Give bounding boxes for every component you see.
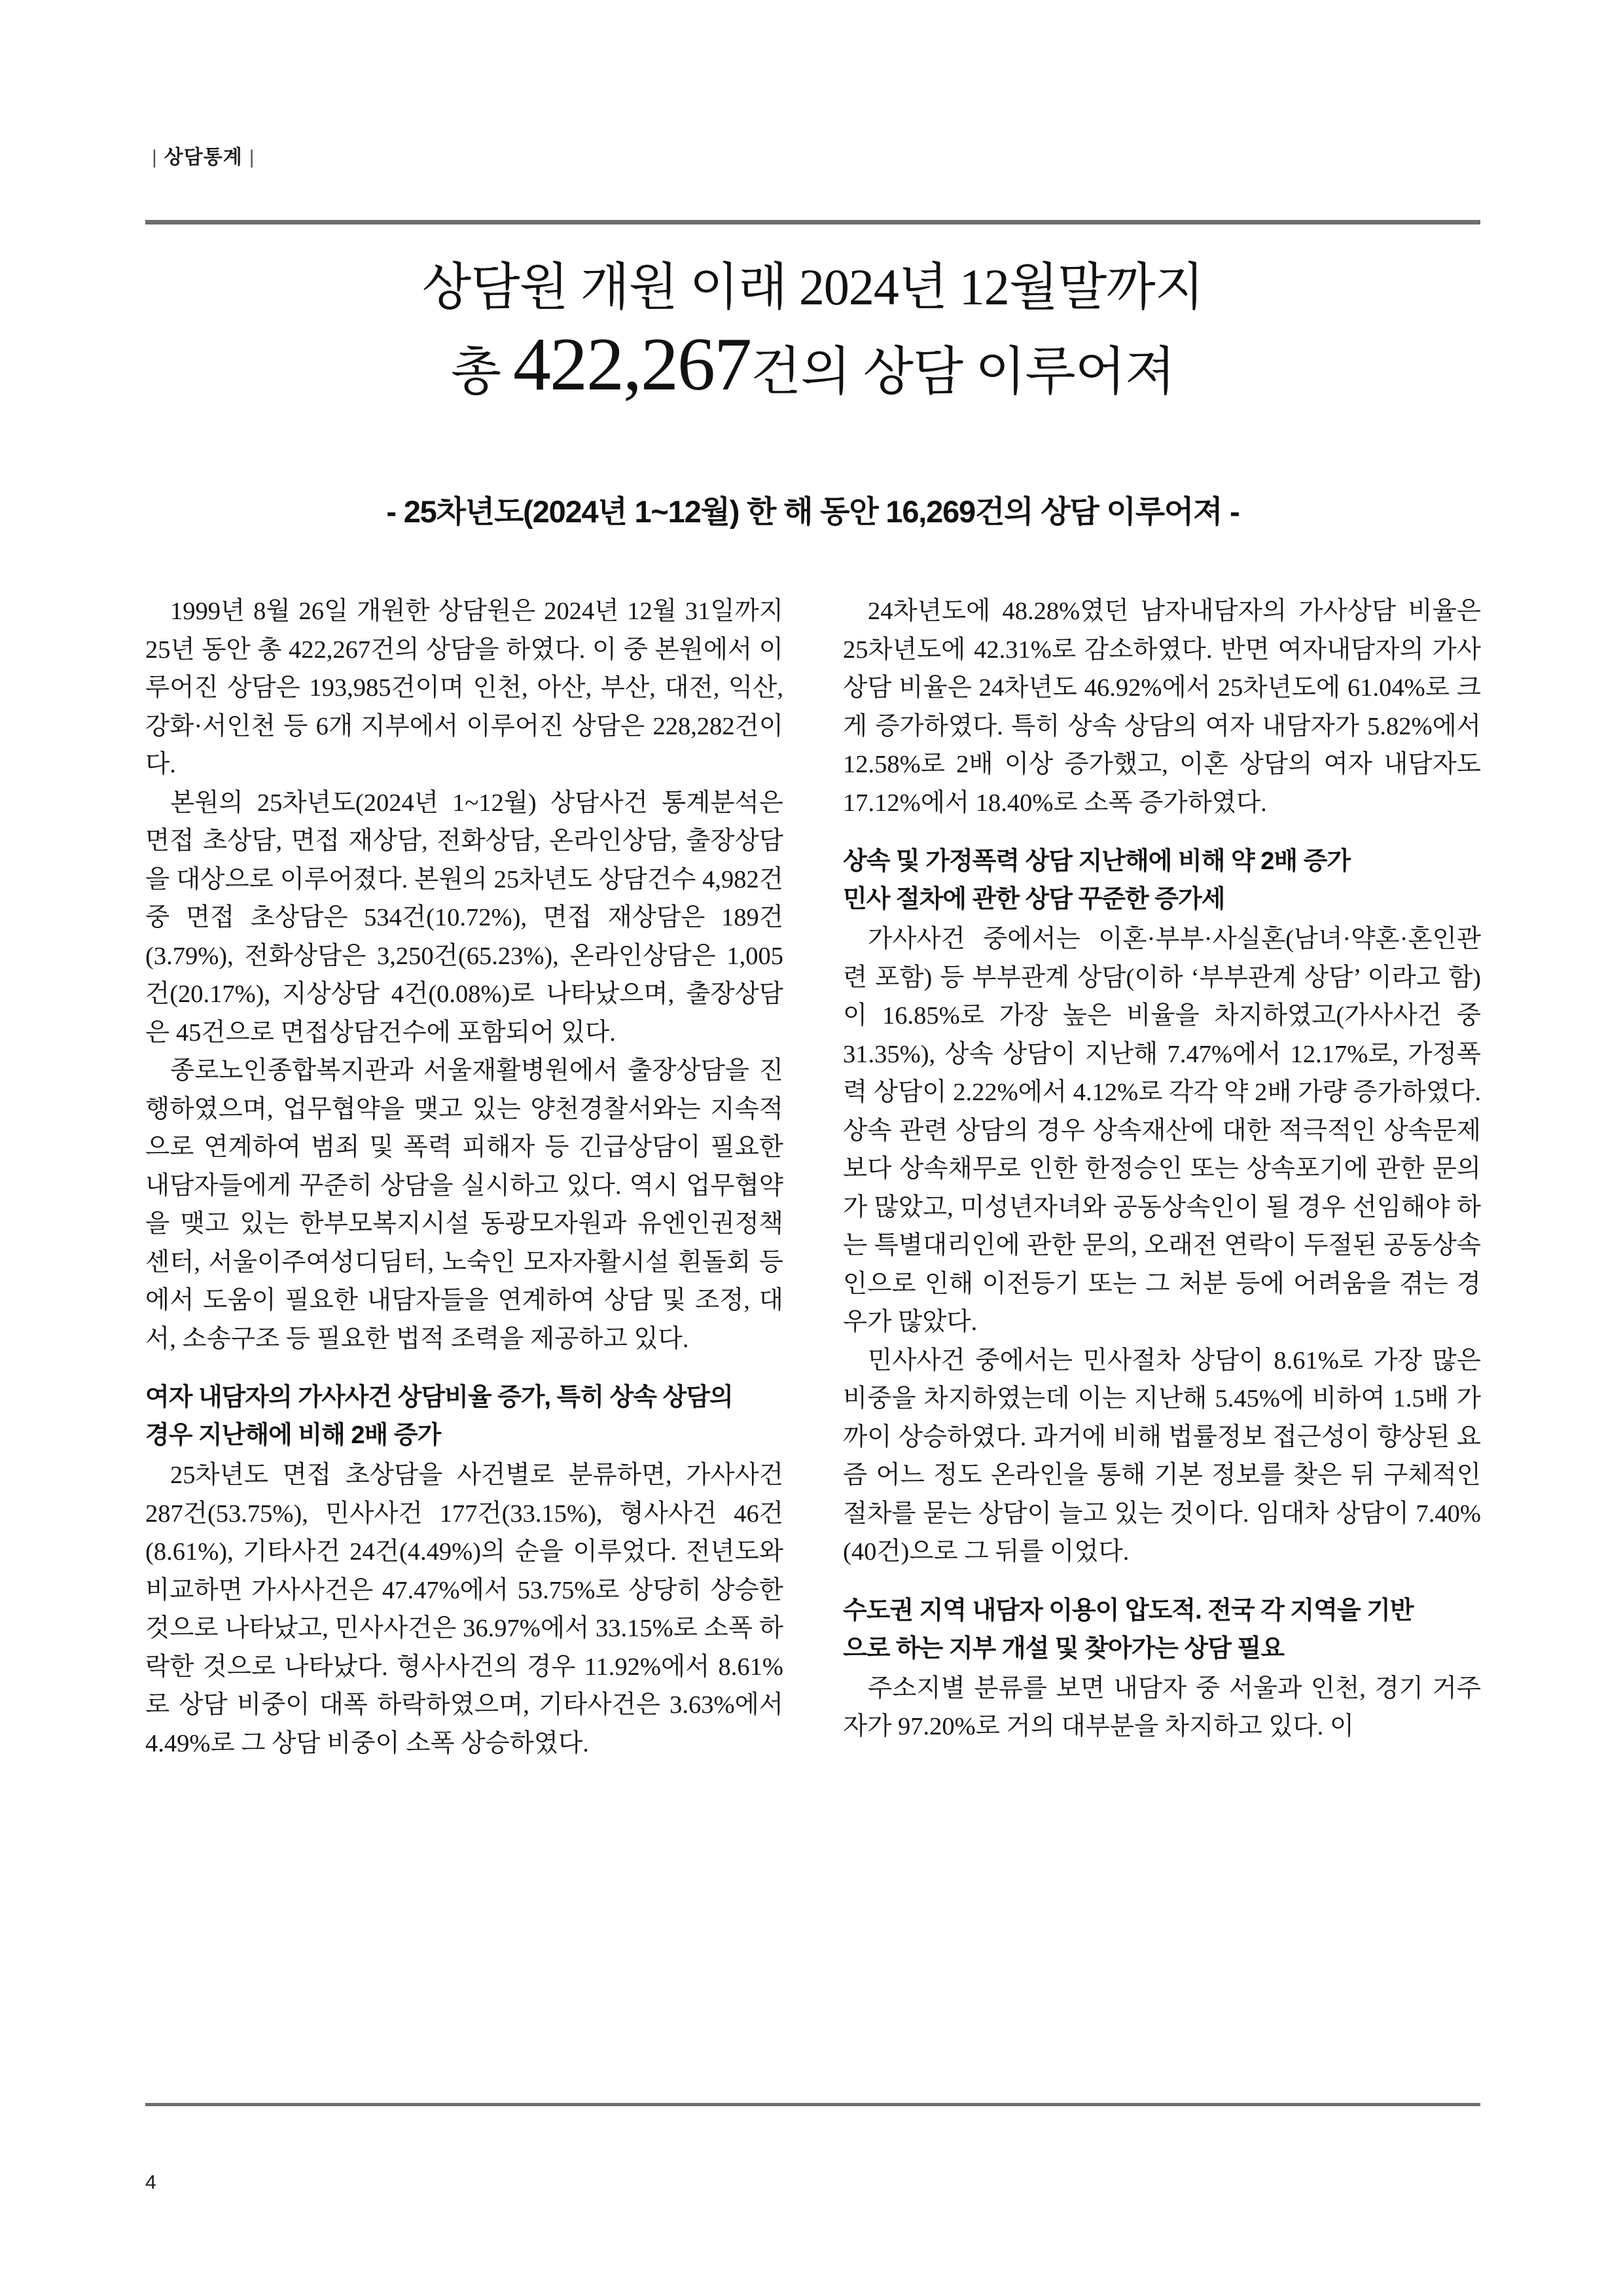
kicker-right-bar: | <box>249 147 255 168</box>
paragraph: 주소지별 분류를 보면 내담자 중 서울과 인천, 경기 거주자가 97.20%로 거의 대부분을 차지하고 있다. 이 <box>843 1674 1481 1741</box>
section-heading-line: 수도권 지역 내담자 이용이 압도적. 전국 각 지역을 기반 <box>843 1596 1414 1624</box>
paragraph: 본원의 25차년도(2024년 1~12월) 상담사건 통계분석은 면접 초상담, 면접 재상담, 전화상담, 온라인상담, 출장상담 을 대상으로 이루어졌다. 본원의 25차년도 상담건수 4,982건 중 면접 초상담은 534건(10.72%), 면접 재상담은 189건(3.79%), 전화상담은 3,250건(65.23%), 온라인상담은 1,005건(20.17%), 지상상담 4건(0.08%)로 나타났으며, 출장상담은 45건으로 면접상담건수에 포함되어 있다. <box>145 789 783 1047</box>
headline-line-1: 상담원 개원 이래 2024년 12월말까지 <box>421 259 1204 315</box>
header-divider-rule <box>145 220 1480 224</box>
body-column-right <box>843 592 1481 1746</box>
paragraph: 1999년 8월 26일 개원한 상담원은 2024년 12월 31일까지 25년 동안 총 422,267건의 상담을 하였다. 이 중 본원에서 이루어진 상담은 193,985건이며 인천, 아산, 부산, 대전, 익산, 강화·서인천 등 6개 지부에서 이루어진 상담은 228,282건이다. <box>145 598 783 779</box>
page-number: 4 <box>145 2172 156 2193</box>
section-heading-line: 상속 및 가정폭력 상담 지난해에 비해 약 2배 증가 <box>843 848 1351 876</box>
headline-suffix: 건의 상담 이루어져 <box>751 344 1175 402</box>
section-heading-line: 민사 절차에 관한 상담 꾸준한 증가세 <box>843 886 1225 914</box>
paragraph: 24차년도에 48.28%였던 남자내담자의 가사상담 비율은 25차년도에 42.31%로 감소하였다. 반면 여자내담자의 가사상담 비율은 24차년도 46.92%에서 25차년도에 61.04%로 크게 증가하였다. 특히 상속 상담의 여자 내담자가 5.82%에서 12.58%로 2배 이상 증가했고, 이혼 상담의 여자 내담자도 17.12%에서 18.40%로 소폭 증가하였다. <box>843 598 1481 817</box>
paragraph: 민사사건 중에서는 민사절차 상담이 8.61%로 가장 많은 비중을 차지하였는데 이는 지난해 5.45%에 비하여 1.5배 가까이 상승하였다. 과거에 비해 법률정보 접근성이 향상된 요즘 어느 정도 온라인을 통해 기본 정보를 찾은 뒤 구체적인 절차를 묻는 상담이 늘고 있는 것이다. 임대차 상담이 7.40%(40건)으로 그 뒤를 이었다. <box>843 1346 1481 1566</box>
headline-prefix: 총 <box>450 344 514 402</box>
kicker-label: 상담통계 <box>164 147 243 168</box>
article-subheadline: - 25차년도(2024년 1~12월) 한 해 동안 16,269건의 상담 이루어져 - <box>386 494 1240 529</box>
headline-line-2 <box>145 319 1480 410</box>
section-heading-line: 으로 하는 지부 개설 및 찾아가는 상담 필요 <box>843 1634 1284 1662</box>
paragraph: 가사사건 중에서는 이혼·부부·사실혼(남녀·약혼·혼인관련 포함) 등 부부관계 상담(이하 ‘부부관계 상담’ 이라고 함)이 16.85%로 가장 높은 비율을 차지하였고(가사사건 중 31.35%), 상속 상담이 지난해 7.47%에서 12.17%로, 가정폭력 상담이 2.22%에서 4.12%로 각각 약 2배 가량 증가하였다. 상속 관련 상담의 경우 상속재산에 대한 적극적인 상속문제보다 상속채무로 인한 한정승인 또는 상속포기에 관한 문의가 많았고, 미성년자녀와 공동상속인이 될 경우 선임해야 하는 특별대리인에 관한 문의, 오래전 연락이 두절된 공동상속인으로 인해 이전등기 또는 그 처분 등에 어려움을 겪는 경우가 많았다. <box>843 925 1481 1336</box>
headline-total-count: 422,267 <box>513 323 751 407</box>
paragraph: 종로노인종합복지관과 서울재활병원에서 출장상담을 진행하였으며, 업무협약을 맺고 있는 양천경찰서와는 지속적으로 연계하여 범죄 및 폭력 피해자 등 긴급상담이 필요한 내담자들에게 꾸준히 상담을 실시하고 있다. 역시 업무협약을 맺고 있는 한부모복지시설 동광모자원과 유엔인권정책센터, 서울이주여성디딤터, 노숙인 모자자활시설 흰돌회 등에서 도움이 필요한 내담자들을 연계하여 상담 및 조정, 대서, 소송구조 등 필요한 법적 조력을 제공하고 있다. <box>145 1057 783 1353</box>
footer-divider-rule <box>145 2103 1480 2106</box>
section-heading-line: 여자 내담자의 가사사건 상담비율 증가, 특히 상속 상담의 <box>145 1384 733 1412</box>
paragraph: 25차년도 면접 초상담을 사건별로 분류하면, 가사사건 287건(53.75%), 민사사건 177건(33.15%), 형사사건 46건(8.61%), 기타사건 24건(4.49%)의 순을 이루었다. 전년도와 비교하면 가사사건은 47.47%에서 53.75%로 상당히 상승한 것으로 나타났고, 민사사건은 36.97%에서 33.15%로 소폭 하락한 것으로 나타났다. 형사사건의 경우 11.92%에서 8.61%로 상담 비중이 대폭 하락하였으며, 기타사건은 3.63%에서 4.49%로 그 상담 비중이 소폭 상승하였다. <box>145 1462 783 1757</box>
section-heading-line: 경우 지난해에 비해 2배 증가 <box>145 1422 441 1450</box>
article-headline <box>145 259 1480 411</box>
section-kicker <box>145 141 262 170</box>
body-column-left <box>145 592 783 1763</box>
kicker-left-bar: | <box>152 147 158 168</box>
